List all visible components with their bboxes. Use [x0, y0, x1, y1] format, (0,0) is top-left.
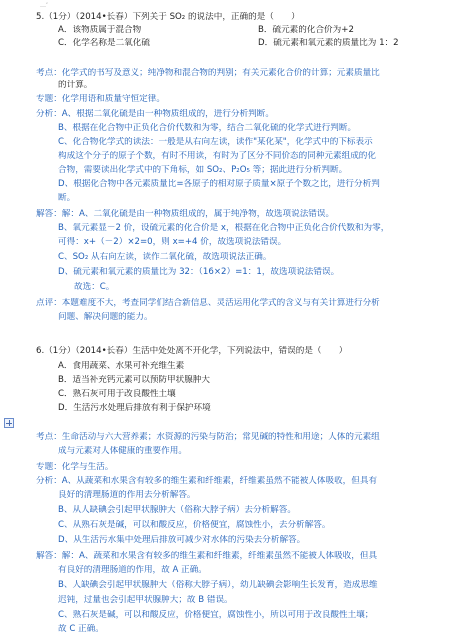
- q6-fenxi: 分析：A、从蔬菜和水果含有较多的维生素和纤维素，纤维素虽然不能被人体吸收，但具有: [36, 476, 378, 486]
- q5-zhuanti-tag: 专题：: [36, 94, 62, 104]
- q6-option-c: C．熟石灰可用于改良酸性土壤: [58, 389, 176, 399]
- q5-kaodian-tag: 考点：: [36, 68, 62, 78]
- q5-kaodian: 考点：化学式的书写及意义；纯净物和混合物的判别；有关元素化合价的计算；元素质量比: [36, 68, 380, 78]
- q5-option-b: B．硫元素的化合价为+2: [258, 25, 354, 35]
- q5-fenxi-line: D、根据化合物中各元素质量比=各原子的相对原子质量×原子个数之比，进行分析判: [58, 179, 380, 189]
- q5-fenxi: 分析：A、根据二氧化硫是由一种物质组成的，进行分析判断。: [36, 109, 274, 119]
- q5-jieda: 解答：解：A、二氧化硫是由一种物质组成的，属于纯净物，故选项说法错误。: [36, 209, 335, 219]
- q6-kaodian-line-2: 成与元素对人体健康的重要作用。: [58, 446, 187, 456]
- q5-fenxi-line: C、化合物化学式的读法：一般是从右向左读，读作"某化某"，化学式中的下标表示: [58, 137, 373, 147]
- q6-option-b: B．适当补充钙元素可以预防甲状腺肿大: [58, 375, 210, 385]
- q5-zhuanti: 专题：化学用语和质量守恒定律。: [36, 94, 165, 104]
- q6-zhuanti-tag: 专题：: [36, 462, 62, 472]
- q5-option-d: D．硫元素和氧元素的质量比为 1：2: [258, 38, 399, 48]
- q5-kaodian-line-2: 的计算。: [58, 80, 93, 90]
- q5-title: 5.（1分）（2014•长春）下列关于 SO₂ 的说法中，正确的是（ ）: [36, 12, 300, 22]
- q5-option-a: A．该物质属于混合物: [58, 25, 142, 35]
- q5-jieda-line: 可得：x+（－2）×2=0，则 x=+4 价，故选项说法错误。: [58, 237, 287, 247]
- q6-fenxi-line: B、从人缺碘会引起甲状腺肿大（俗称大脖子病）去分析解答。: [58, 505, 296, 515]
- q6-option-d: D．生活污水处理后排放有利于保护环境: [58, 403, 211, 413]
- q5-dianping: 点评：本题难度不大，考查同学们结合新信息、灵活运用化学式的含义与有关计算进行分析: [36, 298, 380, 308]
- q5-fenxi-line: 合物，需要读出化学式中的下角标，如 SO₂、P₂O₅ 等；据此进行分析判断。: [58, 165, 348, 175]
- q6-zhuanti: 专题：化学与生活。: [36, 462, 114, 472]
- q5-fenxi-line: 构成这个分子的原子个数，有时不用读，有时为了区分不同价态的同种元素组成的化: [58, 151, 376, 161]
- q6-jieda: 解答：解：A、蔬菜和水果含有较多的维生素和纤维素，纤维素虽然不能被人体吸收，但具: [36, 551, 378, 561]
- q5-fenxi-line: B、根据在化合物中正负化合价代数和为零，结合二氧化硫的化学式进行判断。: [58, 123, 357, 133]
- q5-jieda-line: B、氧元素显－2 价，设硫元素的化合价是 x，根据在化合物中正负化合价代数和为零，: [58, 223, 390, 233]
- page-corner-mark: …’: [40, 2, 48, 9]
- q6-jieda-line: 故 C 正确。: [58, 624, 104, 634]
- q6-fenxi-tag: 分析：: [36, 476, 62, 486]
- q5-option-c: C．化学名称是二氧化硫: [58, 38, 150, 48]
- q6-jieda-line: 迟钝，过量也会引起甲状腺肿大；故 B 错误。: [58, 595, 233, 605]
- q5-fenxi-tag: 分析：: [36, 109, 62, 119]
- q6-jieda-line: C、熟石灰是碱，可以和酸反应，价格便宜，腐蚀性小，所以可用于改良酸性土壤；: [58, 610, 374, 620]
- q6-title: 6.（1分）（2014•长春）生活中处处离不开化学，下列说法中，错误的是（ ）: [36, 346, 348, 356]
- q5-fenxi-line: 断。: [58, 193, 76, 203]
- q5-dianping-line-2: 问题、解决问题的能力。: [58, 312, 153, 322]
- q5-jieda-answer: 故选：C。: [74, 282, 115, 292]
- q5-jieda-line: C、SO₂ 从右向左读，读作二氧化硫，故选项说法正确。: [58, 252, 272, 262]
- q6-jieda-line: 有良好的清理肠道的作用，故 A 正确。: [58, 565, 207, 575]
- q5-options-row-2: [58, 38, 458, 49]
- q6-option-a: A．食用蔬菜、水果可补充维生素: [58, 361, 185, 371]
- q6-jieda-tag: 解答：: [36, 551, 62, 561]
- q6-kaodian: 考点：生命活动与六大营养素；水资源的污染与防治；常见碱的特性和用途；人体的元素组: [36, 432, 380, 442]
- q6-fenxi-line: C、从熟石灰是碱，可以和酸反应，价格便宜，腐蚀性小，去分析解答。: [58, 520, 331, 530]
- move-handle-icon[interactable]: [4, 418, 14, 428]
- q6-jieda-line: B、人缺碘会引起甲状腺肿大（俗称大脖子病），幼儿缺碘会影响生长发育，造成思维: [58, 580, 378, 590]
- q6-kaodian-tag: 考点：: [36, 432, 62, 442]
- q5-jieda-line: D、硫元素和氧元素的质量比为 32：（16×2）=1：1，故选项说法错误。: [58, 267, 340, 277]
- q5-dianping-tag: 点评：: [36, 298, 62, 308]
- q6-fenxi-line: 良好的清理肠道的作用去分析解答。: [58, 490, 196, 500]
- q6-fenxi-line: D、从生活污水集中处理后排放可减少对水体的污染去分析解答。: [58, 535, 306, 545]
- q5-jieda-tag: 解答：: [36, 209, 62, 219]
- q5-options-row-1: [58, 25, 458, 36]
